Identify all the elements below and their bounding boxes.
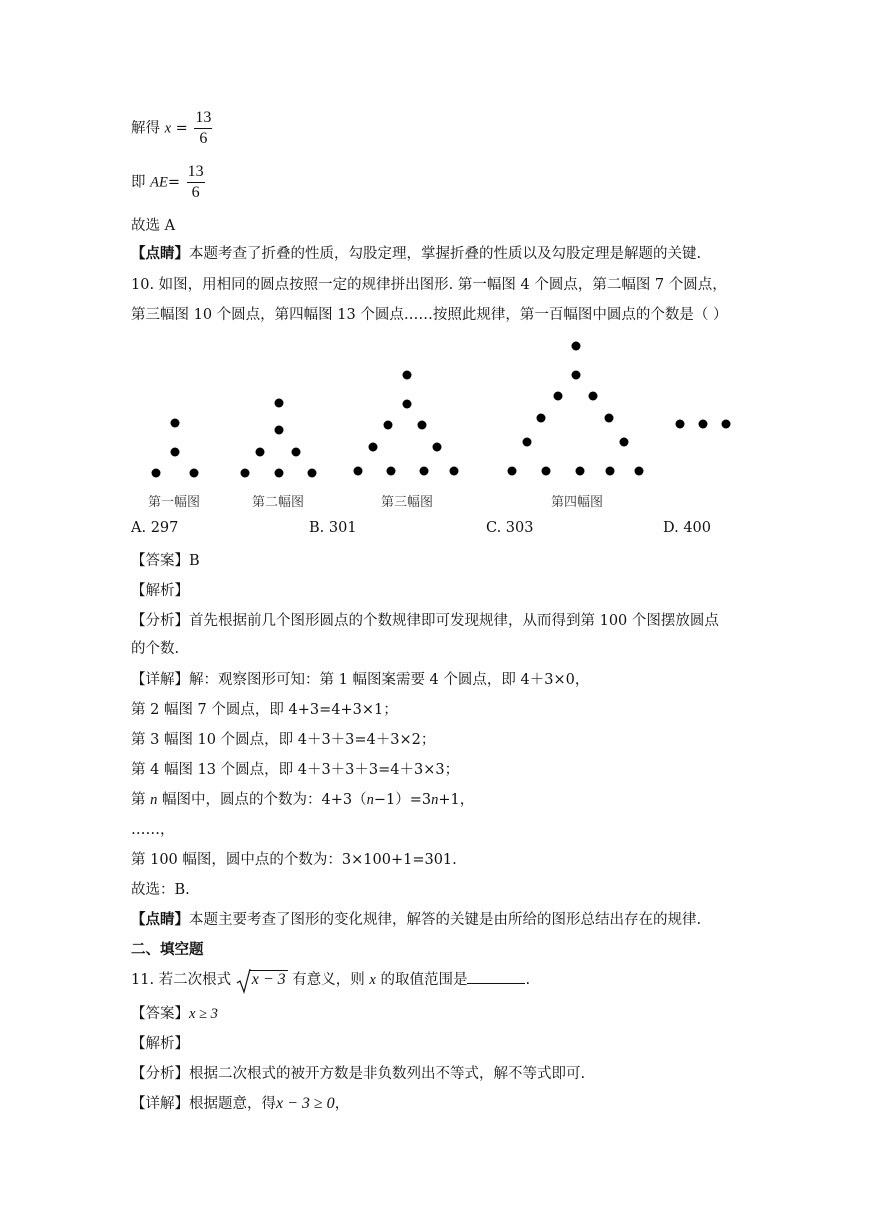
dot: [542, 467, 551, 476]
answer-value: x ≥ 3: [189, 1006, 218, 1022]
answer-tag: 【答案】: [131, 1006, 189, 1022]
dot: [308, 469, 317, 478]
stepn-part: +1，: [438, 792, 475, 808]
q10-answer: 【答案】B: [131, 553, 200, 569]
dot: [420, 467, 429, 476]
comment-text: 本题考查了折叠的性质，勾股定理，掌握折叠的性质以及勾股定理是解题的关键.: [189, 246, 702, 262]
dot: [606, 467, 615, 476]
radicand: x − 3: [251, 971, 286, 988]
q10-xiangjie: [131, 670, 589, 690]
comment-text: 本题主要考查了图形的变化规律，解答的关键是由所给的图形总结出存在的规律.: [189, 912, 702, 928]
var-ae: AE: [150, 174, 168, 191]
q10-select: 故选：B.: [131, 882, 190, 898]
dot: [433, 443, 442, 452]
option-a: A. 297: [131, 520, 179, 536]
xiangjie-text: 解：观察图形可知：第 1 幅图案需要 4 个圆点，即 4＋3×0，: [189, 672, 590, 688]
q10-fenxi: [131, 611, 719, 631]
q11-answer: [131, 1004, 218, 1024]
dot: [256, 448, 265, 457]
q11-end: .: [525, 972, 531, 988]
var-n: n: [150, 792, 158, 808]
dot: [572, 342, 581, 351]
section-title: 二、填空题: [131, 941, 204, 958]
radical-sign-icon: [236, 968, 252, 994]
fraction-denominator: 6: [199, 130, 208, 147]
q11-middle: 有意义，则: [292, 972, 365, 988]
dot-pattern-figure: [130, 330, 750, 480]
xiangjie-tag: 【详解】: [131, 1096, 189, 1112]
dot: [384, 421, 393, 430]
q11-fenxi: [131, 1064, 585, 1084]
ellipsis-dot: [699, 420, 708, 429]
select-a: 故选 A: [131, 218, 176, 234]
dot: [635, 467, 644, 476]
q10-dots: ……，: [131, 822, 175, 838]
q10-comment: [131, 910, 701, 930]
fraction-numerator: 13: [194, 108, 212, 129]
q10-step4: 第 4 幅图 13 个圆点，即 4＋3＋3＋3=4＋3×3；: [131, 762, 460, 778]
ae-line: [131, 162, 205, 203]
q10-line2: 第三幅图 10 个圆点，第四幅图 13 个圆点……按照此规律，第一百幅图中圆点的个数是（ ）: [131, 307, 728, 323]
q10-step2: 第 2 幅图 7 个圆点，即 4+3=4+3×1；: [131, 702, 398, 718]
dot: [275, 399, 284, 408]
dot: [403, 400, 412, 409]
q11-analysis-tag: 【解析】: [131, 1036, 189, 1052]
var-x: x: [369, 972, 376, 988]
fraction: [194, 108, 212, 149]
ellipsis-dot: [722, 420, 731, 429]
solve-line: [131, 108, 212, 149]
option-b: B. 301: [309, 520, 357, 536]
var-x: x: [164, 120, 172, 137]
q11-xiangjie: [131, 1094, 349, 1114]
q10-step3: 第 3 幅图 10 个圆点，即 4＋3＋3=4＋3×2；: [131, 732, 436, 748]
figure-label-3: 第三幅图: [381, 495, 434, 510]
equals-sign: =: [175, 120, 188, 137]
dot: [275, 469, 284, 478]
dot: [605, 414, 614, 423]
stepn-part: 第: [131, 792, 151, 808]
fraction-denominator: 6: [191, 184, 200, 201]
equals-sign: =: [167, 174, 180, 191]
dot: [537, 414, 546, 423]
answer-blank: [467, 971, 525, 984]
solve-prefix: 解得: [131, 120, 160, 137]
stepn-part: 幅图中，圆点的个数为：4+3（: [157, 792, 367, 808]
dot: [387, 467, 396, 476]
xiangjie-end: ，: [334, 1096, 350, 1112]
fraction-numerator: 13: [187, 162, 205, 183]
dot: [354, 467, 363, 476]
ellipsis-dot: [676, 420, 685, 429]
q10-line1: 10. 如图，用相同的圆点按照一定的规律拼出图形. 第一幅图 4 个圆点，第二幅图 7 个圆点，: [131, 277, 727, 293]
figure-label-2: 第二幅图: [252, 495, 305, 510]
dot: [292, 448, 301, 457]
q10-analysis-tag: 【解析】: [131, 583, 189, 599]
comment-line: [131, 244, 701, 264]
xiangjie-text: 根据题意，得: [189, 1096, 276, 1112]
q10-stepn: [131, 790, 474, 810]
dot: [241, 469, 250, 478]
dot: [369, 443, 378, 452]
fenxi-text: 首先根据前几个图形圆点的个数规律即可发现规律，从而得到第 100 个图摆放圆点: [189, 613, 719, 629]
fenxi-tag: 【分析】: [131, 613, 189, 629]
dot: [508, 467, 517, 476]
fraction: [187, 162, 205, 203]
dot: [403, 371, 412, 380]
q11-line: [131, 970, 530, 990]
ae-prefix: 即: [131, 174, 146, 191]
dot: [572, 371, 581, 380]
sqrt-expression: [236, 970, 288, 990]
dot: [275, 426, 284, 435]
comment-tag: 【点睛】: [131, 245, 189, 262]
dot: [152, 469, 161, 478]
figure-label-1: 第一幅图: [148, 495, 201, 510]
figure-label-4: 第四幅图: [551, 495, 604, 510]
q10-fenxi-cont: 的个数.: [131, 641, 180, 657]
option-c: C. 303: [486, 520, 534, 536]
dot: [171, 448, 180, 457]
dot: [190, 469, 199, 478]
q10-step100: 第 100 幅图，圆中点的个数为：3×100+1=301.: [131, 852, 457, 868]
dot: [554, 392, 563, 401]
dot: [418, 421, 427, 430]
q11-prefix: 11. 若二次根式: [131, 972, 232, 988]
dot: [576, 467, 585, 476]
inequality: x − 3 ≥ 0: [276, 1095, 335, 1112]
var-n: n: [431, 792, 439, 808]
dot: [171, 419, 180, 428]
dot: [589, 392, 598, 401]
dot: [523, 438, 532, 447]
dot: [620, 438, 629, 447]
option-d: D. 400: [663, 520, 712, 536]
var-n: n: [366, 792, 374, 808]
stepn-part: −1）=3: [373, 792, 432, 808]
dot: [450, 467, 459, 476]
comment-tag: 【点睛】: [131, 911, 189, 928]
q11-suffix: 的取值范围是: [380, 972, 468, 988]
fenxi-tag: 【分析】: [131, 1066, 189, 1082]
fenxi-text: 根据二次根式的被开方数是非负数列出不等式，解不等式即可.: [189, 1066, 586, 1082]
xiangjie-tag: 【详解】: [131, 672, 189, 688]
